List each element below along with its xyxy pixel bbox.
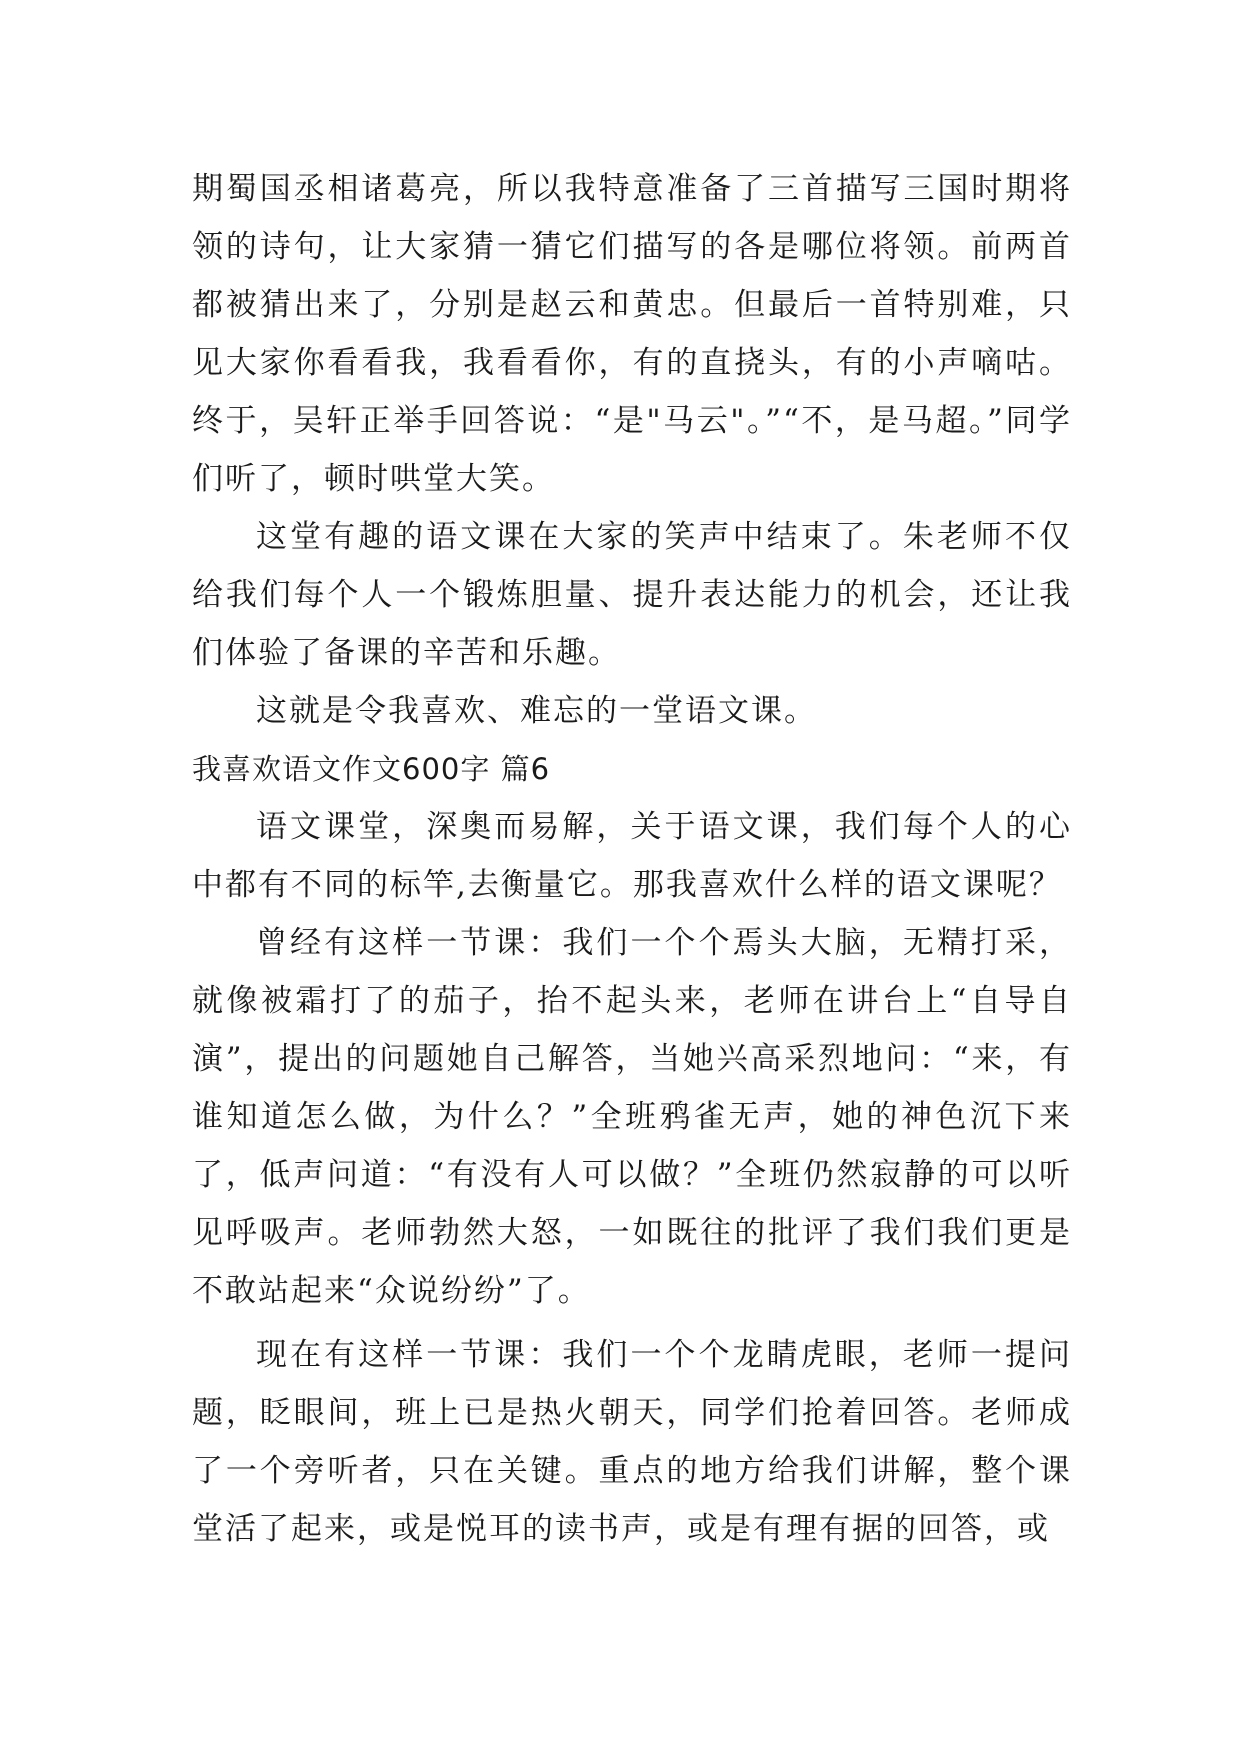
section-heading: 我喜欢语文作文600字 篇6 [192,752,551,786]
paragraph-4: 语文课堂，深奥而易解，关于语文课，我们每个人的心中都有不同的标竿,去衡量它。那我喜欢什么样的语文课呢？ [192,809,1072,903]
paragraph-6: 现在有这样一节课：我们一个个龙睛虎眼，老师一提问题，眨眼间，班上已是热火朝天，同学们抢着回答。老师成了一个旁听者，只在关键。重点的地方给我们讲解，整个课堂活了起来，或是悦耳的读书声，或是有理有据的回答，或 [192,1337,1072,1547]
paragraph-1: 期蜀国丞相诸葛亮，所以我特意准备了三首描写三国时期将领的诗句，让大家猜一猜它们描写的各是哪位将领。前两首都被猜出来了，分别是赵云和黄忠。但最后一首特别难，只见大家你看看我，我看看你，有的直挠头，有的小声嘀咕。终于，吴轩正举手回答说：“是"马云"。”“不，是马超。”同学们听了，顿时哄堂大笑。 [192,171,1072,497]
paragraph-5: 曾经有这样一节课：我们一个个焉头大脑，无精打采，就像被霜打了的茄子，抬不起头来，老师在讲台上“自导自演”，提出的问题她自己解答，当她兴高采烈地问：“来，有谁知道怎么做，为什么？”全班鸦雀无声，她的神色沉下来了，低声问道：“有没有人可以做？”全班仍然寂静的可以听见呼吸声。老师勃然大怒，一如既往的批评了我们我们更是不敢站起来“众说纷纷”了。 [192,925,1072,1309]
document-page [192,160,1072,1558]
paragraph-2: 这堂有趣的语文课在大家的笑声中结束了。朱老师不仅给我们每个人一个锻炼胆量、提升表达能力的机会，还让我们体验了备课的辛苦和乐趣。 [192,519,1072,671]
paragraph-3: 这就是令我喜欢、难忘的一堂语文课。 [256,693,817,729]
